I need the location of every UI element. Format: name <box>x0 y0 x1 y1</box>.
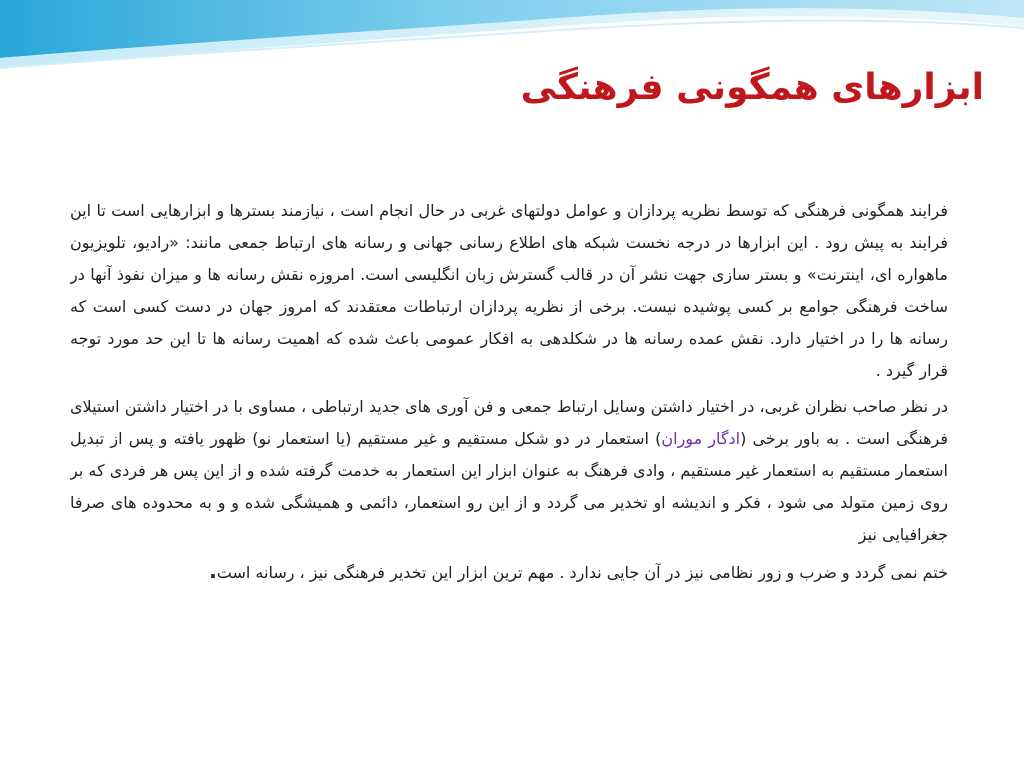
slide-title: ابزارهای همگونی فرهنگی <box>520 67 984 108</box>
paragraph-conclusion <box>70 555 948 589</box>
paragraph-western-view-start: در نظر صاحب نظران غربی، در اختیار داشتن وسایل ارتباط جمعی و فن آوری های جدید ارتباطی ، مساوی با در اختیار داشتن استیلای فرهنگی است . به باور برخی ( <box>70 397 948 448</box>
paragraph-conclusion-text: ختم نمی گردد و ضرب و زور نظامی نیز در آن جایی ندارد . مهم ترین ابزار این تخدیر فرهنگی نیز ، رسانه است <box>216 563 948 582</box>
highlighted-name: ادگار موران <box>661 429 741 448</box>
slide-body <box>70 195 948 665</box>
closing-period: . <box>209 559 217 583</box>
paragraph-western-view-end: ) استعمار در دو شکل مستقیم و غیر مستقیم (یا استعمار نو) ظهور یافته و پس از تبدیل استعمار مستقیم به استعمار غیر مستقیم ، وادی فرهنگ به عنوان ابزار این استعمار به خدمت گرفته شده و از این پس هر فردی که بر روی زمین متولد می شود ، فکر و اندیشه او تخدیر می گردد و از این رو استعمار، دائمی و همیشگی شده و و به محدوده های صرفا جغرافیایی نیز <box>70 429 948 544</box>
paragraph-western-view <box>70 391 948 551</box>
paragraph-media-tools: فرایند همگونی فرهنگی که توسط نظریه پردازان و عوامل دولتهای غربی در حال انجام است ، نیازمند بسترها و ابزارهایی است تا این فرایند به پیش رود . این ابزارها در درجه نخست شبکه های اطلاع رسانی جهانی و رسانه های ارتباط جمعی مانند: «رادیو، تلویزیون ماهواره ای، اینترنت» و بستر سازی جهت نشر آن در قالب گسترش زبان انگلیسی است. امروزه نقش رسانه ها و میزان نفوذ آنها در ساخت فرهنگی جوامع بر کسی پوشیده نیست. برخی از نظریه پردازان ارتباطات معتقدند که امروز جهان در دست کسی است که رسانه ها را در اختیار دارد. نقش عمده رسانه ها در شکلدهی به افکار عمومی باعث شده که اهمیت رسانه ها تا این حد مورد توجه قرار گیرد . <box>70 201 948 380</box>
